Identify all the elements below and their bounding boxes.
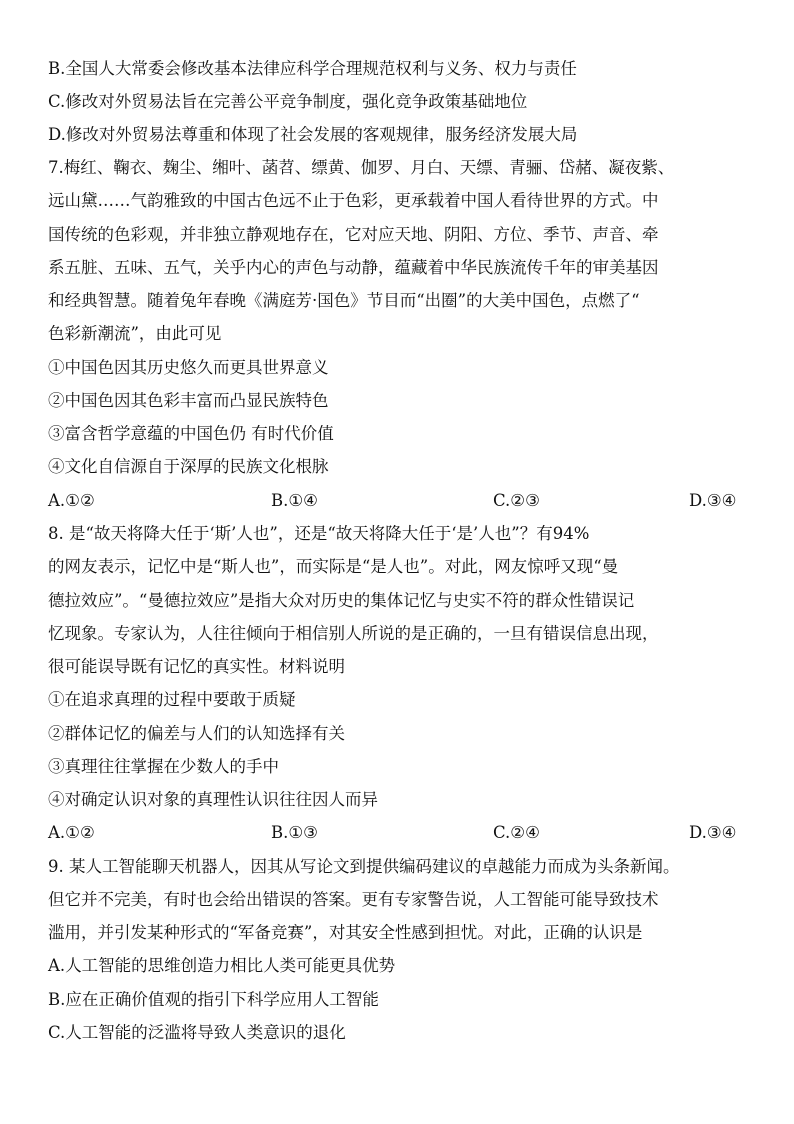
q7-statement-1: ①中国色因其历史悠久而更具世界意义: [48, 358, 329, 377]
q8-statement-1: ①在追求真理的过程中要敢于质疑: [48, 690, 296, 709]
q7-stem-line-1: 7.梅红、鞠衣、麹尘、缃叶、菡苕、缥黄、伽罗、月白、天缥、青骊、岱赭、凝夜紫、: [48, 158, 675, 177]
q7-stem-line-5: 和经典智慧。随着兔年春晚《满庭芳·国色》节目而“出圈”的大美中国色，点燃了“: [48, 291, 640, 310]
q6-option-d: D.修改对外贸易法尊重和体现了社会发展的客观规律，服务经济发展大局: [48, 125, 578, 144]
q8-statement-3: ③真理往往掌握在少数人的手中: [48, 757, 279, 776]
q7-statement-4: ④文化自信源自于深厚的民族文化根脉: [48, 457, 329, 476]
q9-stem-line-3: 滥用，并引发某种形式的“军备竞赛”，对其安全性感到担忧。对此，正确的认识是: [48, 923, 643, 942]
q8-option-d[interactable]: D.③④: [689, 823, 737, 842]
q7-stem-line-2: 远山黛……气韵雅致的中国古色远不止于色彩，更承载着中国人看待世界的方式。中: [48, 191, 659, 210]
q8-statement-2: ②群体记忆的偏差与人们的认知选择有关: [48, 724, 345, 743]
q8-option-c[interactable]: C.②④: [493, 823, 540, 842]
q8-stem-line-5: 很可能误导既有记忆的真实性。材料说明: [48, 657, 345, 676]
q9-option-a: A.人工智能的思维创造力相比人类可能更具优势: [48, 956, 396, 975]
q7-statement-3: ③富含哲学意蕴的中国色仍 有时代价值: [48, 424, 334, 443]
q7-stem-line-3: 国传统的色彩观，并非独立静观地存在，它对应天地、阴阳、方位、季节、声音、牵: [48, 225, 659, 244]
q7-option-a[interactable]: A.①②: [48, 491, 95, 510]
q7-option-c[interactable]: C.②③: [493, 491, 540, 510]
q7-stem-line-6: 色彩新潮流”，由此可见: [48, 324, 222, 343]
q9-stem-line-1: 9. 某人工智能聊天机器人，因其从写论文到提供编码建议的卓越能力而成为头条新闻。: [48, 857, 680, 876]
q8-stem-line-2: 的网友表示，记忆中是“斯人也”，而实际是“是人也”。对此，网友惊呼又现“曼: [48, 557, 619, 576]
q7-option-d[interactable]: D.③④: [689, 491, 737, 510]
q9-option-c: C.人工智能的泛滥将导致人类意识的退化: [48, 1023, 346, 1042]
q9-option-b: B.应在正确价值观的指引下科学应用人工智能: [48, 990, 379, 1009]
q8-option-b[interactable]: B.①③: [271, 823, 318, 842]
q8-stem-line-1: 8. 是“故天将降大任于‘斯’人也”，还是“故天将降大任于‘是’人也”？有94%: [48, 524, 590, 543]
q8-statement-4: ④对确定认识对象的真理性认识往往因人而异: [48, 790, 378, 809]
q7-option-b[interactable]: B.①④: [271, 491, 318, 510]
q8-stem-line-3: 德拉效应”。“曼德拉效应”是指大众对历史的集体记忆与史实不符的群众性错误记: [48, 591, 635, 610]
q7-answer-options: [48, 490, 760, 512]
q6-option-c: C.修改对外贸易法旨在完善公平竞争制度，强化竞争政策基础地位: [48, 92, 528, 111]
q9-stem-line-2: 但它并不完美，有时也会给出错误的答案。更有专家警告说，人工智能可能导致技术: [48, 890, 659, 909]
q8-answer-options: [48, 822, 760, 844]
q7-statement-2: ②中国色因其色彩丰富而凸显民族特色: [48, 391, 329, 410]
q7-stem-line-4: 系五脏、五味、五气，关乎内心的声色与动静，蕴藏着中华民族流传千年的审美基因: [48, 258, 659, 277]
q6-option-b: B.全国人大常委会修改基本法律应科学合理规范权利与义务、权力与责任: [48, 59, 577, 78]
q8-option-a[interactable]: A.①②: [48, 823, 95, 842]
q8-stem-line-4: 忆现象。专家认为，人往往倾向于相信别人所说的是正确的，一旦有错误信息出现，: [48, 624, 659, 643]
